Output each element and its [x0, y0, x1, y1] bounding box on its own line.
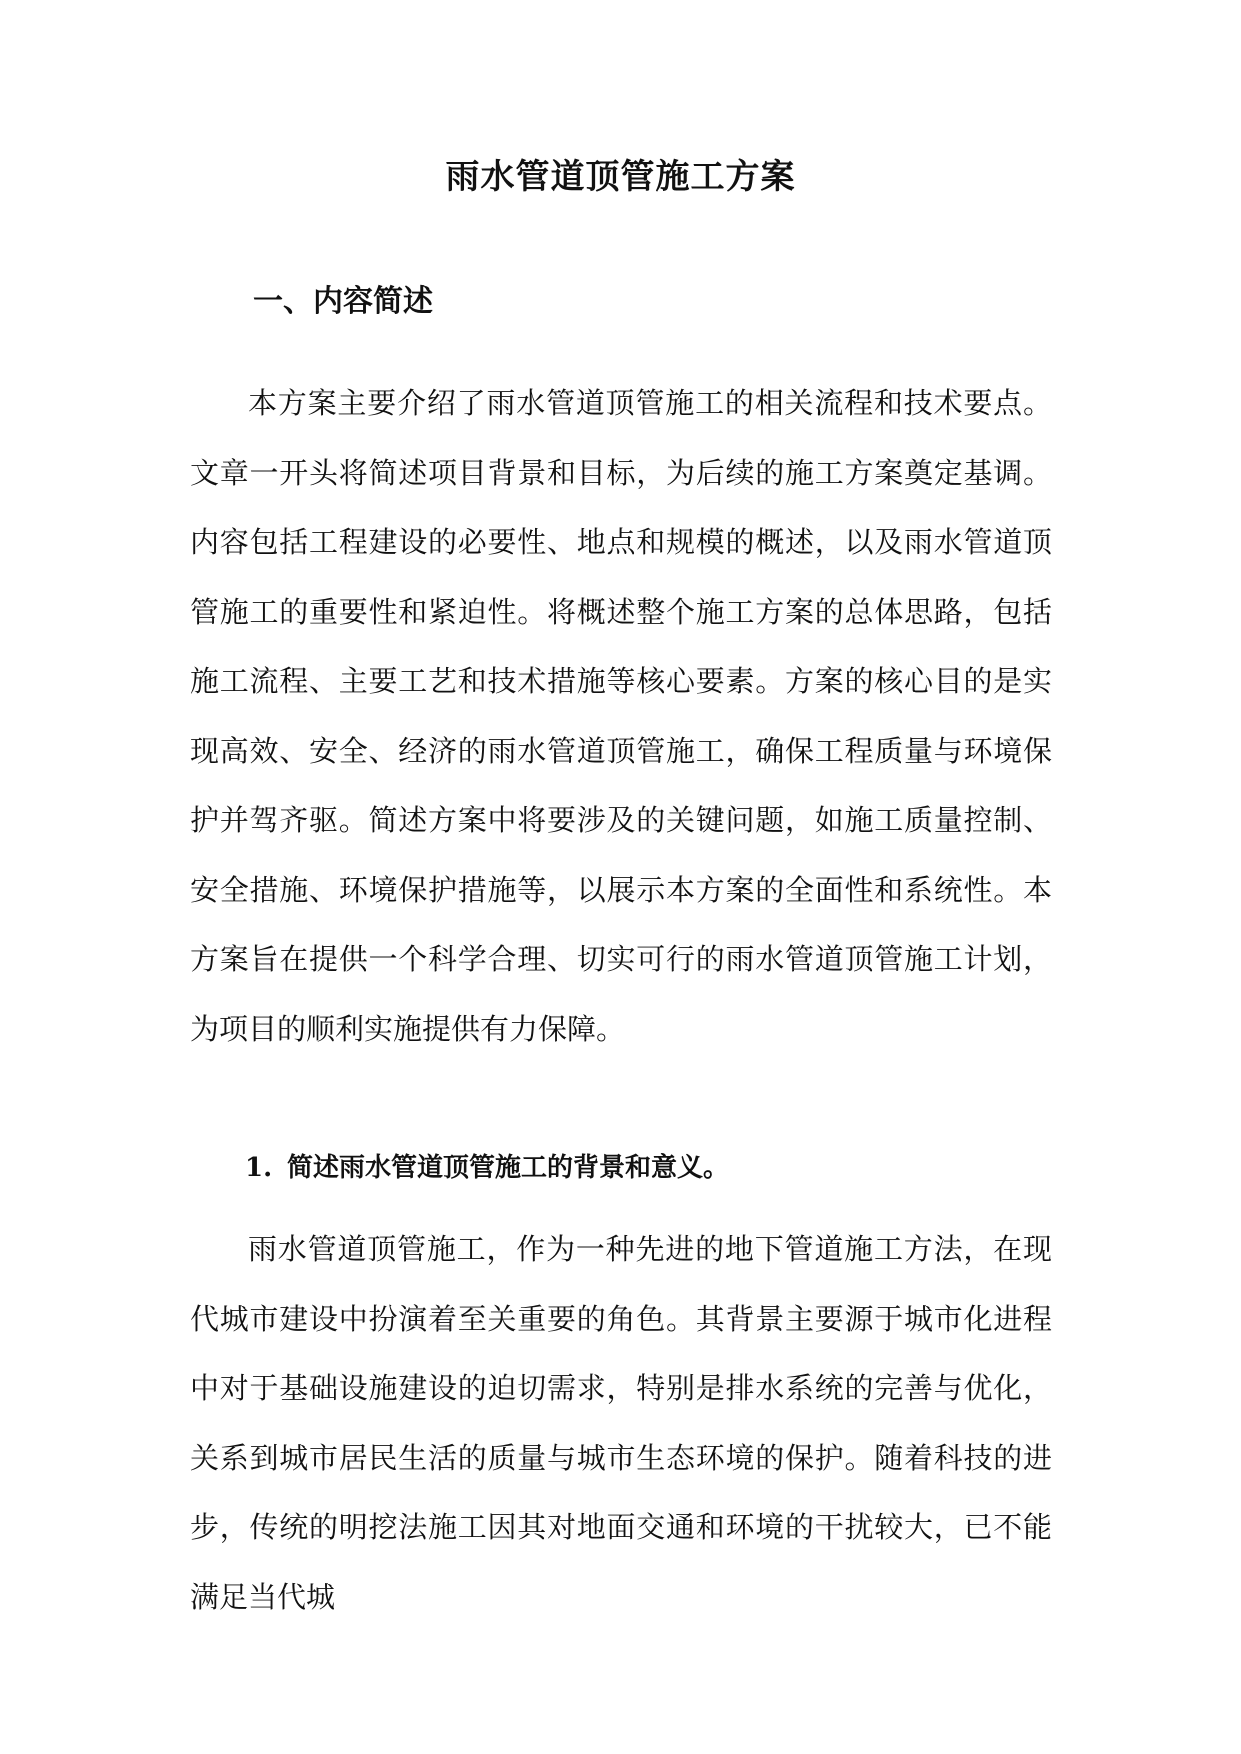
document-title: 雨水管道顶管施工方案	[445, 157, 796, 197]
subsection-number: 1.	[245, 1153, 273, 1183]
subsection-heading-text: 简述雨水管道顶管施工的背景和意义。	[287, 1153, 730, 1183]
background-paragraph: 雨水管道顶管施工，作为一种先进的地下管道施工方法，在现代城市建设中扮演着至关重要的角色。其背景主要源于城市化进程中对于基础设施建设的迫切需求，特别是排水系统的完善与优化，关系到城市居民生活的质量与城市生态环境的保护。随着科技的进步，传统的明挖法施工因其对地面交通和环境的干扰较大，已不能满足当代城	[190, 1232, 1052, 1614]
subsection-heading-background	[245, 1148, 729, 1188]
section-heading-overview: 一、内容简述	[253, 284, 433, 319]
overview-paragraph: 本方案主要介绍了雨水管道顶管施工的相关流程和技术要点。文章一开头将简述项目背景和目标，为后续的施工方案奠定基调。内容包括工程建设的必要性、地点和规模的概述，以及雨水管道顶管施工的重要性和紧迫性。将概述整个施工方案的总体思路，包括施工流程、主要工艺和技术措施等核心要素。方案的核心目的是实现高效、安全、经济的雨水管道顶管施工，确保工程质量与环境保护并驾齐驱。简述方案中将要涉及的关键问题，如施工质量控制、安全措施、环境保护措施等，以展示本方案的全面性和系统性。本方案旨在提供一个科学合理、切实可行的雨水管道顶管施工计划，为项目的顺利实施提供有力保障。	[190, 386, 1052, 1046]
